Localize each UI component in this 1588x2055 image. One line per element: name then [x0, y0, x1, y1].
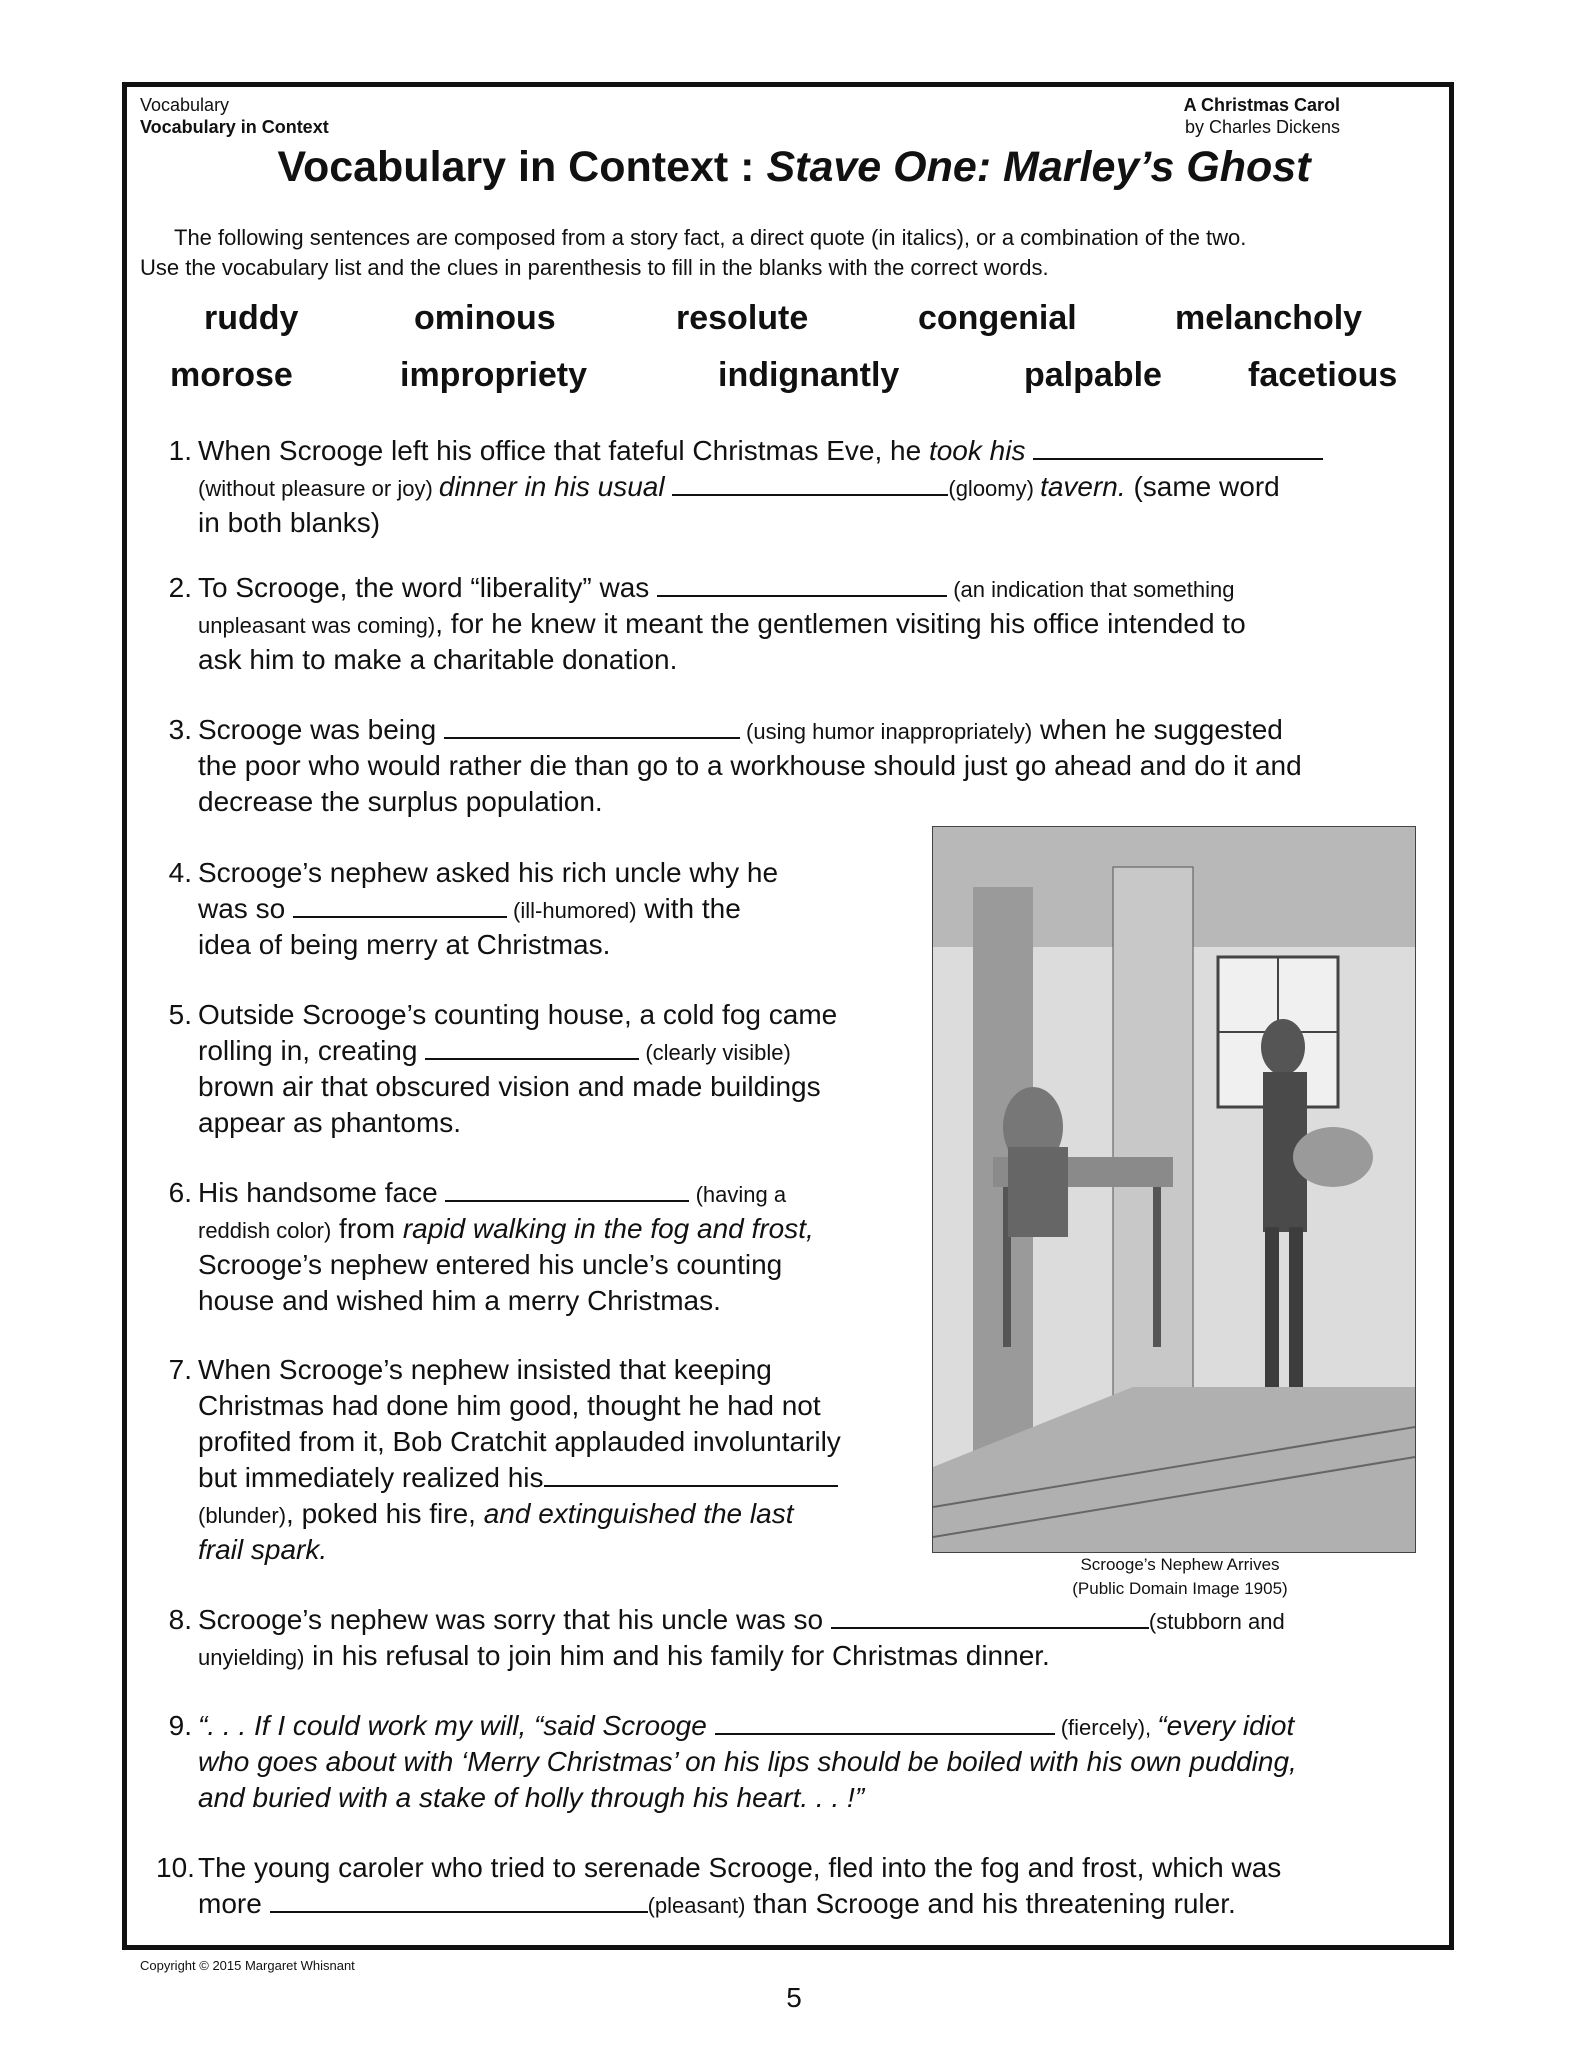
question-6: 6. His handsome face (having a reddish color) from rapid walking in the fog and frost, Scrooge’s nephew entered his uncle’s counting house and wished him a merry Christmas. — [198, 1175, 814, 1319]
word-bank-item: melancholy — [1175, 299, 1363, 337]
word-bank-item: ruddy — [204, 299, 299, 337]
word-bank-item: ominous — [414, 299, 556, 337]
answer-blank[interactable] — [672, 470, 948, 496]
question-1: 1. When Scrooge left his office that fateful Christmas Eve, he took his (without pleasure or joy) dinner in his usual (gloomy) tavern. (same word in both blanks) — [198, 433, 1323, 541]
word-bank-item: facetious — [1248, 356, 1398, 394]
illustration-credit: (Public Domain Image 1905) — [1072, 1579, 1288, 1598]
question-number: 9. — [168, 1710, 192, 1741]
word-bank-item: morose — [170, 356, 293, 394]
question-3: 3. Scrooge was being (using humor inappropriately) when he suggested the poor who would rather die than go to a workhouse should just go ahead and do it and decrease the surplus population. — [198, 712, 1302, 820]
answer-blank[interactable] — [657, 571, 947, 597]
page-number: 5 — [786, 1982, 802, 2013]
instructions-line-2: Use the vocabulary list and the clues in parenthesis to fill in the blanks with the correct words. — [140, 255, 1049, 280]
question-5: 5. Outside Scrooge’s counting house, a cold fog came rolling in, creating (clearly visible) brown air that obscured vision and made buildings appear as phantoms. — [198, 997, 837, 1141]
header-author: by Charles Dickens — [1184, 117, 1340, 137]
question-4: 4. Scrooge’s nephew asked his rich uncle why he was so (ill-humored) with the idea of being merry at Christmas. — [198, 855, 778, 963]
answer-blank[interactable] — [544, 1461, 838, 1487]
answer-blank[interactable] — [444, 713, 740, 739]
header-category: Vocabulary — [140, 95, 230, 115]
word-bank-item: indignantly — [718, 356, 900, 394]
answer-blank[interactable] — [445, 1176, 689, 1202]
question-8: 8. Scrooge’s nephew was sorry that his uncle was so (stubborn and unyielding) in his refusal to join him and his family for Christmas dinner. — [198, 1602, 1285, 1674]
answer-blank[interactable] — [270, 1887, 648, 1913]
question-number: 7. — [168, 1354, 192, 1385]
copyright-notice: Copyright © 2015 Margaret Whisnant — [140, 1958, 355, 1973]
question-10: 10. The young caroler who tried to serenade Scrooge, fled into the fog and frost, which was more (pleasant) than Scrooge and his threatening ruler. — [156, 1852, 1282, 1919]
header-subcategory: Vocabulary in Context — [140, 117, 329, 137]
word-bank-item: resolute — [676, 299, 809, 337]
question-9: 9. “. . . If I could work my will, “said Scrooge (fiercely), “every idiot who goes about with ‘Merry Christmas’ on his lips should be boiled with his own pudding, and buried with a stake of holly through his heart. . . !” — [198, 1708, 1297, 1816]
question-7: 7. When Scrooge’s nephew insisted that keeping Christmas had done him good, thought he had not profited from it, Bob Cratchit applauded involuntarily but immediately realized his (blunder), poked his fire, and extinguished the last frail spark. — [198, 1352, 841, 1568]
answer-blank[interactable] — [715, 1709, 1055, 1735]
question-number: 5. — [168, 999, 192, 1030]
illustration-image — [932, 826, 1416, 1553]
answer-blank[interactable] — [831, 1603, 1149, 1629]
page-title: Vocabulary in Context : Stave One: Marley’s Ghost — [277, 143, 1311, 191]
question-number: 8. — [168, 1604, 192, 1635]
answer-blank[interactable] — [425, 1034, 639, 1060]
question-2: 2. To Scrooge, the word “liberality” was (an indication that something unpleasant was coming), for he knew it meant the gentlemen visiting his office intended to ask him to make a charitable donation. — [198, 570, 1246, 678]
question-number: 10. — [156, 1852, 195, 1883]
header-book-title: A Christmas Carol — [1183, 95, 1340, 115]
word-bank-item: congenial — [918, 299, 1077, 337]
word-bank-item: impropriety — [400, 356, 588, 394]
question-number: 1. — [168, 435, 192, 466]
illustration-caption: Scrooge’s Nephew Arrives — [1080, 1555, 1280, 1574]
question-number: 2. — [168, 572, 192, 603]
answer-blank[interactable] — [293, 892, 507, 918]
instructions-line-1: The following sentences are composed from a story fact, a direct quote (in italics), or a combination of the two. — [174, 225, 1247, 250]
word-bank-item: palpable — [1024, 356, 1162, 394]
question-number: 3. — [168, 714, 192, 745]
question-number: 4. — [168, 857, 192, 888]
answer-blank[interactable] — [1033, 434, 1323, 460]
question-number: 6. — [168, 1177, 192, 1208]
